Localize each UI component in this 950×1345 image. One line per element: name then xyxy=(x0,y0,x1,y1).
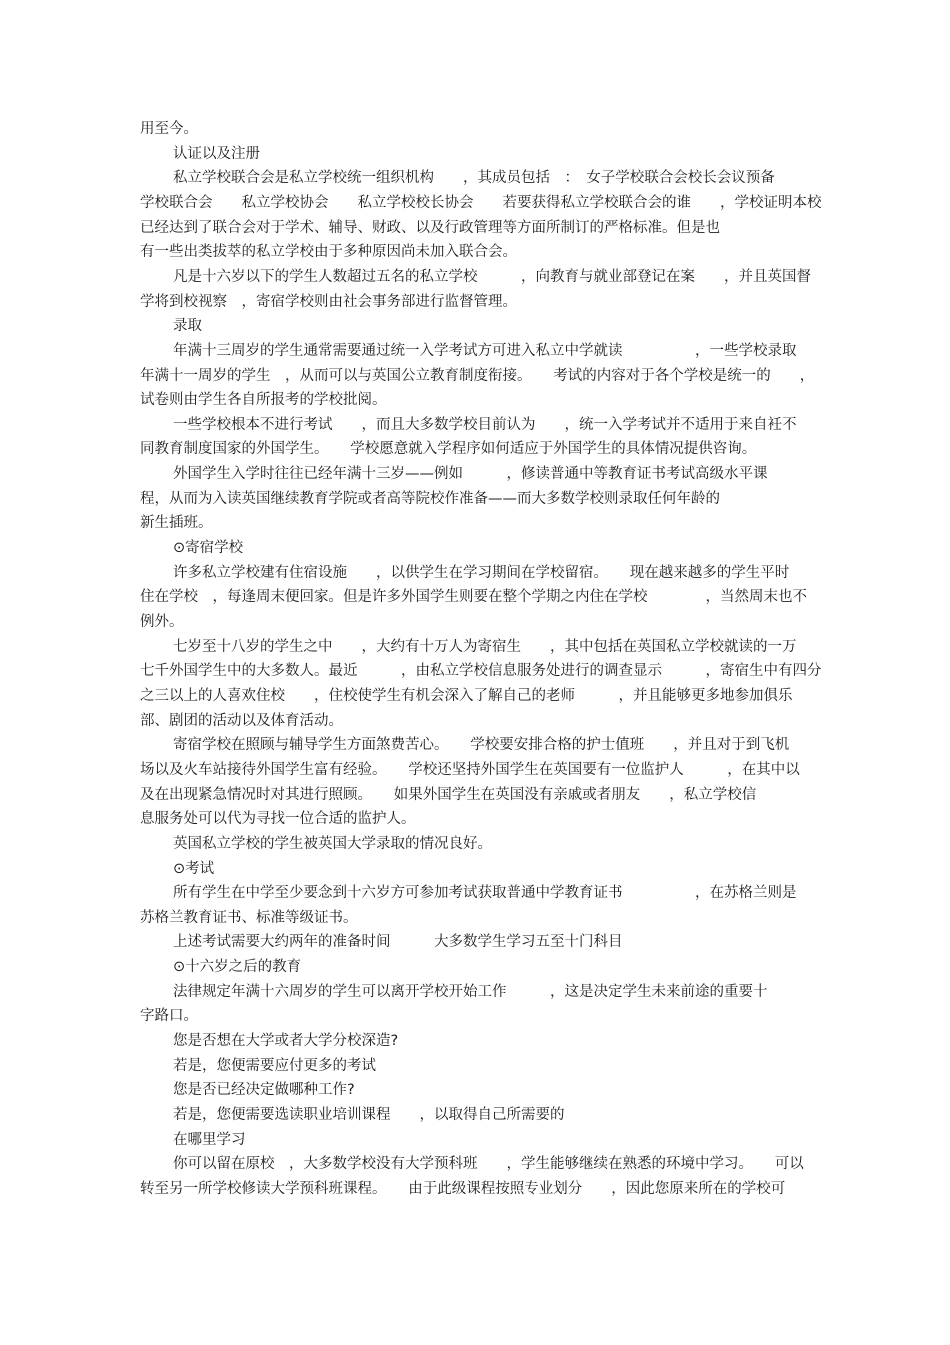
text-line: 有一些出类拔萃的私立学校由于多种原因尚未加入联合会。 xyxy=(140,244,517,261)
text-line: 学校联合会 私立学校协会 私立学校校长协会 若要获得私立学校联合会的谁 ，学校证明本校 xyxy=(140,194,822,211)
text-line: 七岁至十八岁的学生之中 ，大约有十万人为寄宿生 ，其中包括在英国私立学校就读的一万 xyxy=(173,638,797,655)
text-line: 字路口。 xyxy=(140,1008,198,1025)
text-line: 您是否想在大学或者大学分校深造? xyxy=(173,1033,399,1049)
text-line: ⊙寄宿学校 xyxy=(173,540,244,556)
text-line: 已经达到了联合会对于学术、辅导、财政、以及行政管理等方面所制订的严格标准。但是也 xyxy=(140,219,720,236)
text-line: 上述考试需要大约两年的准备时间 大多数学生学习五至十门科目 xyxy=(173,934,623,951)
text-line: 你可以留在原校 ，大多数学校没有大学预科班 ，学生能够继续在熟悉的环境中学习。 可以 xyxy=(173,1156,804,1173)
text-line: 若是，您便需要选读职业培训课程 ，以取得自己所需要的 xyxy=(173,1107,565,1123)
text-line: 所有学生在中学至少要念到十六岁方可参加考试获取普通中学教育证书 ，在苏格兰则是 xyxy=(173,885,797,902)
text-line: 苏格兰教育证书、标准等级证书。 xyxy=(140,909,358,926)
text-line: 私立学校联合会是私立学校统一组织机构 ，其成员包括 ： 女子学校联合会校长会议预备 xyxy=(173,170,775,187)
text-line: 住在学校 ，每逢周末便回家。但是许多外国学生则要在整个学期之内住在学校 ，当然周末也不 xyxy=(140,589,807,606)
text-line: 许多私立学校建有住宿设施 ，以供学生在学习期间在学校留宿。 现在越来越多的学生平时 xyxy=(173,564,790,581)
text-line: 寄宿学校在照顾与辅导学生方面煞费苦心。 学校要安排合格的护士值班 ，并且对于到飞机 xyxy=(173,737,790,754)
text-line: 之三以上的人喜欢住校 ，住校使学生有机会深入了解自己的老师 ，并且能够更多地参加俱乐 xyxy=(140,687,793,704)
text-line: 认证以及注册 xyxy=(173,145,260,162)
text-line: 试卷则由学生各自所报考的学校批阅。 xyxy=(140,392,387,409)
text-line: 在哪里学习 xyxy=(173,1131,246,1148)
text-line: 例外。 xyxy=(140,614,184,630)
text-line: ⊙考试 xyxy=(173,860,215,877)
text-line: 您是否已经决定做哪种工作? xyxy=(173,1082,355,1099)
text-line: 及在出现紧急情况时对其进行照顾。 如果外国学生在英国没有亲戚或者朋友 ，私立学校信 xyxy=(140,786,757,803)
text-line: 法律规定年满十六周岁的学生可以离开学校开始工作 ，这是决定学生未来前途的重要十 xyxy=(173,983,768,1000)
text-line: ⊙十六岁之后的教育 xyxy=(173,959,302,976)
text-line: 年满十三周岁的学生通常需要通过统一入学考试方可进入私立中学就读 ，一些学校录取 xyxy=(173,342,797,359)
text-line: 一些学校根本不进行考试 ，而且大多数学校目前认为 ，统一入学考试并不适用于来自衽不 xyxy=(173,416,797,433)
text-line: 学将到校视察 ，寄宿学校则由社会事务部进行监督管理。 xyxy=(140,293,517,310)
text-line: 英国私立学校的学生被英国大学录取的情况良好。 xyxy=(173,835,492,852)
text-line: 七千外国学生中的大多数人。最近 ，由私立学校信息服务处进行的调查显示 ，寄宿生中有四分 xyxy=(140,663,822,680)
text-line: 同教育制度国家的外国学生。 学校愿意就入学程序如何适应于外国学生的具体情况提供咨询。 xyxy=(140,441,757,458)
text-line: 若是，您便需要应付更多的考试 xyxy=(173,1057,376,1074)
text-line: 场以及火车站接待外国学生富有经验。 学校还坚持外国学生在英国要有一位监护人 ，在其中以 xyxy=(140,761,800,778)
text-line: 外国学生入学时往往已经年满十三岁——例如 ，修读普通中等教育证书考试高级水平课 xyxy=(173,466,768,483)
text-line: 用至今。 xyxy=(140,121,198,137)
text-line: 录取 xyxy=(173,318,202,335)
text-line: 新生插班。 xyxy=(140,515,213,532)
text-line: 转至另一所学校修读大学预科班课程。 由于此级课程按照专业划分 ，因此您原来所在的学校可 xyxy=(140,1181,786,1197)
text-line: 息服务处可以代为寻找一位合适的监护人。 xyxy=(140,811,416,828)
text-line: 年满十一周岁的学生 ，从而可以与英国公立教育制度衔接。 考试的内容对于各个学校是统一的 ， xyxy=(140,367,815,384)
text-line: 凡是十六岁以下的学生人数超过五名的私立学校 ，向教育与就业部登记在案 ，并且英国督 xyxy=(173,268,811,285)
text-line: 部、剧团的活动以及体育活动。 xyxy=(140,712,343,729)
text-line: 程，从而为入读英国继续教育学院或者高等院校作准备——而大多数学校则录取任何年龄的 xyxy=(140,490,720,507)
